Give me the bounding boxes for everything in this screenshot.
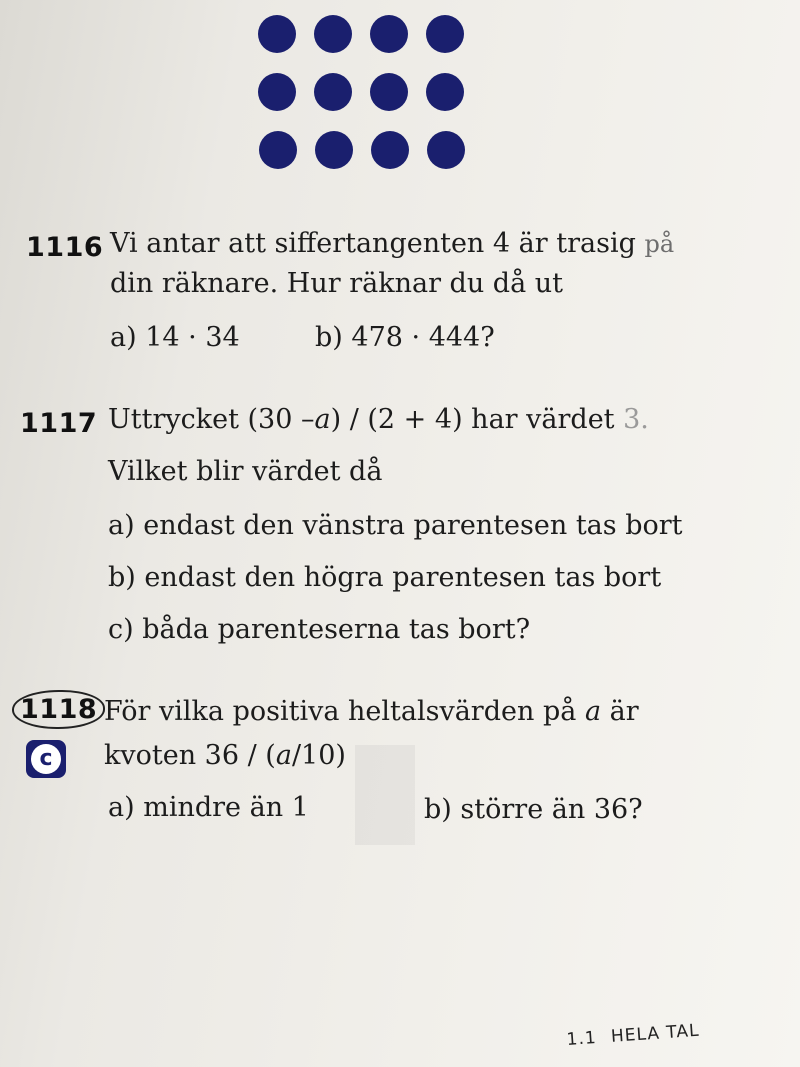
- sub-question-b: b) endast den högra parentesen tas bort: [108, 562, 662, 593]
- dot-grid-illustration: [258, 8, 478, 178]
- dot: [314, 15, 352, 53]
- sub-question-b: b) 478 · 444?: [315, 322, 495, 353]
- sub-question-a: a) mindre än 1: [108, 792, 309, 823]
- problem-number: 1117: [20, 408, 98, 439]
- dot: [426, 15, 464, 53]
- sub-question-b: b) större än 36?: [424, 794, 643, 825]
- level-c-badge-icon: c: [26, 740, 66, 778]
- problem-number: [16, 694, 105, 725]
- problem-text-line: Vilket blir värdet då: [108, 456, 383, 487]
- dot: [258, 15, 296, 53]
- dot: [258, 73, 296, 111]
- dot: [426, 73, 464, 111]
- dot: [371, 131, 409, 169]
- dot: [370, 15, 408, 53]
- page-footer: [566, 1021, 700, 1050]
- problem-text-line: För vilka positiva heltalsvärden på a är: [104, 696, 639, 727]
- dot: [315, 131, 353, 169]
- bleed-through-shadow: [355, 745, 415, 845]
- section-number: 1.1: [566, 1027, 598, 1050]
- problem-text-line: din räknare. Hur räknar du då ut: [110, 268, 564, 299]
- problem-text-line: kvoten 36 / (a/10): [104, 740, 346, 771]
- sub-question-c: c) båda parenteserna tas bort?: [108, 614, 531, 645]
- dot: [314, 73, 352, 111]
- dot: [259, 131, 297, 169]
- problem-text-line: Vi antar att siffertangenten 4 är trasig på: [110, 228, 675, 259]
- handwritten-circle-mark: 1118: [12, 690, 105, 729]
- section-title: HELA TAL: [610, 1020, 701, 1047]
- dot: [370, 73, 408, 111]
- sub-question-a: a) endast den vänstra parentesen tas bort: [108, 510, 683, 541]
- sub-question-a: a) 14 · 34: [110, 322, 240, 353]
- problem-number: 1116: [26, 232, 104, 263]
- problem-text-line: Uttrycket (30 –a) / (2 + 4) har värdet 3.: [108, 404, 649, 435]
- dot: [427, 131, 465, 169]
